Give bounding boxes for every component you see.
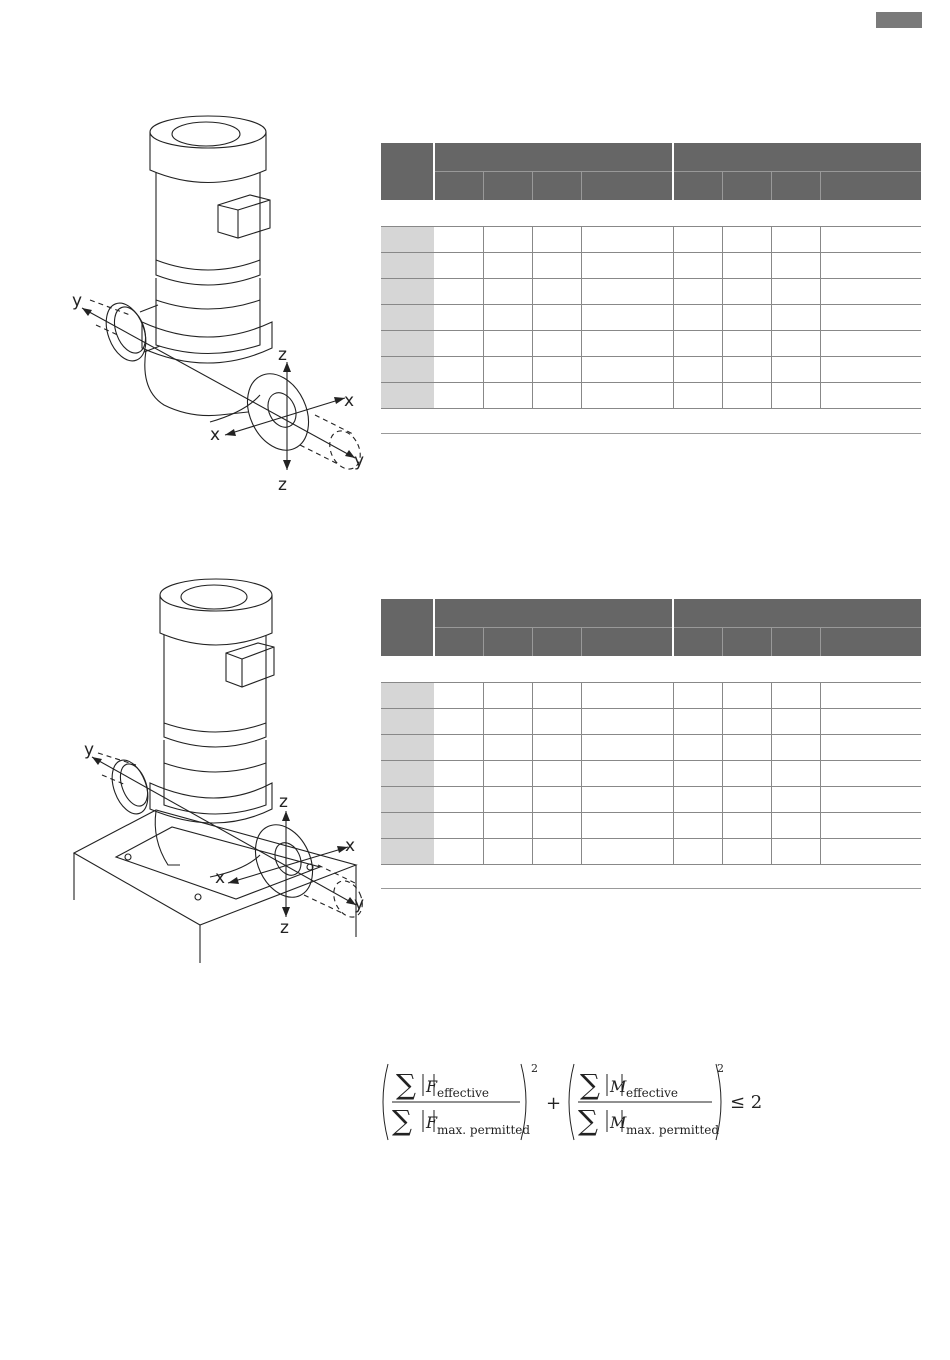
force-group-header [434, 143, 673, 172]
sum-symbol: ∑ [578, 1104, 598, 1137]
less-equal-relation: ≤ 2 [730, 1092, 763, 1113]
label-x-right: x [344, 391, 355, 411]
label-z-bottom: z [280, 918, 289, 938]
max-permitted-subscript: max. permitted [437, 1123, 531, 1137]
label-y-right: y [354, 451, 365, 471]
label-y-left: y [72, 291, 83, 311]
exponent: 2 [717, 1062, 724, 1075]
table-footnote-rule [381, 433, 921, 434]
load-table-top [381, 143, 921, 409]
plus-sign: + [546, 1093, 562, 1114]
pump-pipe-mounted-drawing [60, 100, 380, 500]
load-table-bottom [381, 599, 921, 865]
table-corner-cell [381, 599, 434, 656]
effective-subscript: effective [626, 1086, 678, 1100]
label-x-left: x [210, 425, 221, 445]
label-z-bottom: z [278, 475, 287, 495]
label-x-right: x [345, 836, 356, 856]
moment-group-header [673, 143, 921, 172]
moment-symbol: M [610, 1077, 627, 1096]
force-symbol: F [426, 1113, 438, 1132]
table-footnote-rule [381, 888, 921, 889]
label-z-top: z [278, 345, 287, 365]
sum-symbol: ∑ [396, 1068, 416, 1101]
label-y-right: y [354, 894, 365, 914]
effective-subscript: effective [437, 1086, 489, 1100]
label-x-left: x [215, 868, 226, 888]
sum-symbol: ∑ [580, 1068, 600, 1101]
max-permitted-subscript: max. permitted [626, 1123, 720, 1137]
moment-group-header [673, 599, 921, 628]
pump-base-mounted-drawing [60, 565, 380, 965]
force-symbol: F [426, 1077, 438, 1096]
label-z-top: z [279, 792, 288, 812]
page-tab-marker [876, 12, 922, 28]
table-corner-cell [381, 143, 434, 200]
sum-symbol: ∑ [392, 1104, 412, 1137]
force-group-header [434, 599, 673, 628]
load-check-formula [378, 1060, 778, 1150]
label-y-left: y [84, 740, 95, 760]
exponent: 2 [531, 1062, 538, 1075]
moment-symbol: M [610, 1113, 627, 1132]
